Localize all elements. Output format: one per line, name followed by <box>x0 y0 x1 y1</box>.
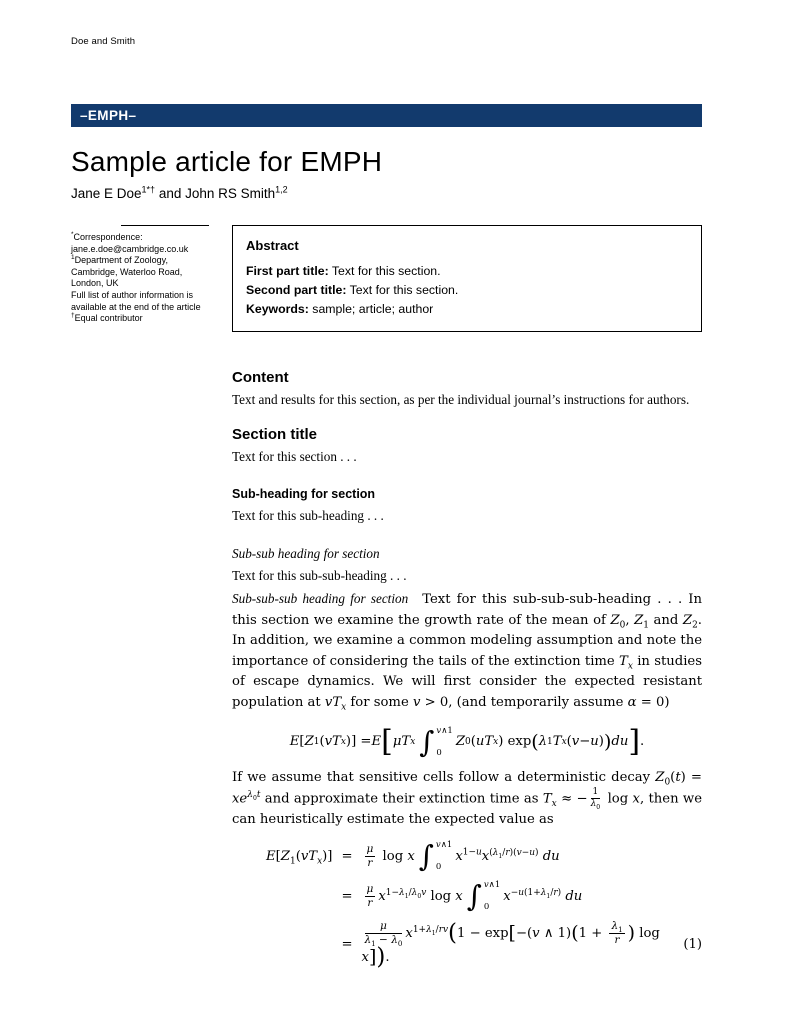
equation-rhs-3: $\frac{\mu}{\lambda_1 - \lambda_0}$ $x^{1+\lambda_1/rv}(1 - \exp[-(v$ ∧ 1)(1 + $\frac{\lambda_1}{r}$ ) log x]). <box>361 920 660 970</box>
article-title: Sample article for EMPH <box>71 146 383 177</box>
equation-relation: = <box>341 848 353 864</box>
display-equation: E [ Z 1 ( vT x )] = E [ μT x ∫ v∧1 0 Z 0 ( uT x ) exp ( λ 1 T x ( v − u ) ) du ] . <box>289 724 645 759</box>
content-paragraph: Text and results for this section, as per the individual journal’s instructions for authors. <box>232 392 690 407</box>
section-title-heading: Section title <box>232 425 318 443</box>
abstract-heading: Abstract <box>246 238 299 253</box>
abstract-row-text: Text for this section. <box>328 264 441 278</box>
author-notes <box>71 225 232 325</box>
sub-heading-paragraph: Text for this sub-heading . . . <box>232 508 384 523</box>
author-info-note: available at the end of the article <box>71 301 201 312</box>
section-title-paragraph: Text for this section . . . <box>232 448 357 464</box>
equation-rhs-2: $\frac{\mu}{r}$ $x^{1-\lambda_1/\lambda_0v}$ log x ∫ v∧1 0 $x^{-u(1+\lambda_1/r)}$ du <box>366 879 583 913</box>
authors-line: Jane E Doe$^{1*\dagger}$ and John RS Smith$^{1,2}$ <box>71 184 288 201</box>
decay-paragraph: If we assume that sensitive cells follow a deterministic decay $Z_0(t) = xe^{\lambda_0t}$ and approximate their extinction time as $T_x$ ≈ − $\frac{1}{\lambda_0}$ log x, then we can heuristically estimate the expected value as <box>232 770 703 827</box>
subsubsub-paragraph-text: Text for this sub-sub-sub-heading . . . In this section we examine the growth rate of the mean of $Z_0$, $Z_1$ and $Z_2$. In addition, we examine a common modeling assumption and note the importance of considering the tails of the extinction time $T_x$ in studies of escape dynamics. We will first consider the expected resistant population at $vT_x$ for some v > 0, (and temporarily assume α = 0) <box>232 592 703 713</box>
abstract-row-label: Second part title: <box>246 283 347 297</box>
running-head: Doe and Smith <box>71 36 136 47</box>
equation-number: (1) <box>683 937 702 953</box>
correspondence-label: *Correspondence: <box>71 231 143 242</box>
correspondence-email: jane.e.doe@cambridge.co.uk <box>71 243 189 254</box>
affiliation-line: Cambridge, Waterloo Road, <box>71 266 183 277</box>
abstract-row <box>246 262 688 281</box>
author-info-note: Full list of author information is <box>71 289 194 300</box>
sub-heading: Sub-heading for section <box>232 487 376 501</box>
subsub-heading: Sub-sub heading for section <box>232 545 380 561</box>
equal-contributor-note: †Equal contributor <box>71 312 143 324</box>
equation-relation: = <box>341 888 353 904</box>
equation-rhs-1: $\frac{\mu}{r}$ log x ∫ v∧1 0 $x^{1-u}x^{(\lambda_1/r)(v-u)}$ du <box>366 839 560 873</box>
equation-relation: = <box>341 937 353 953</box>
journal-banner <box>71 104 702 127</box>
meta-row <box>71 225 702 332</box>
keywords-text: sample; article; author <box>308 302 434 316</box>
main-column <box>232 369 702 969</box>
abstract-box <box>232 225 702 332</box>
content-heading: Content <box>232 369 289 386</box>
abstract-row-text: Text for this section. <box>346 283 459 297</box>
keywords-label: Keywords: <box>246 302 309 316</box>
affiliation-line: $^1$Department of Zoology, <box>71 254 169 266</box>
journal-banner-label: –EMPH– <box>80 108 137 123</box>
subsub-paragraph: Text for this sub-sub-heading . . . <box>232 567 407 583</box>
subsubsub-heading: Sub-sub-sub heading for section <box>232 591 409 606</box>
abstract-row <box>246 300 688 319</box>
abstract-row <box>246 281 688 300</box>
abstract-row-label: First part title: <box>246 264 329 278</box>
footnote-rule <box>121 225 209 226</box>
subsubsub-paragraph <box>232 589 702 712</box>
affiliation-line: London, UK <box>71 278 119 289</box>
equation-lhs: $E[Z_1(vT_x)]$ <box>266 848 333 867</box>
aligned-equation-block <box>232 841 702 969</box>
